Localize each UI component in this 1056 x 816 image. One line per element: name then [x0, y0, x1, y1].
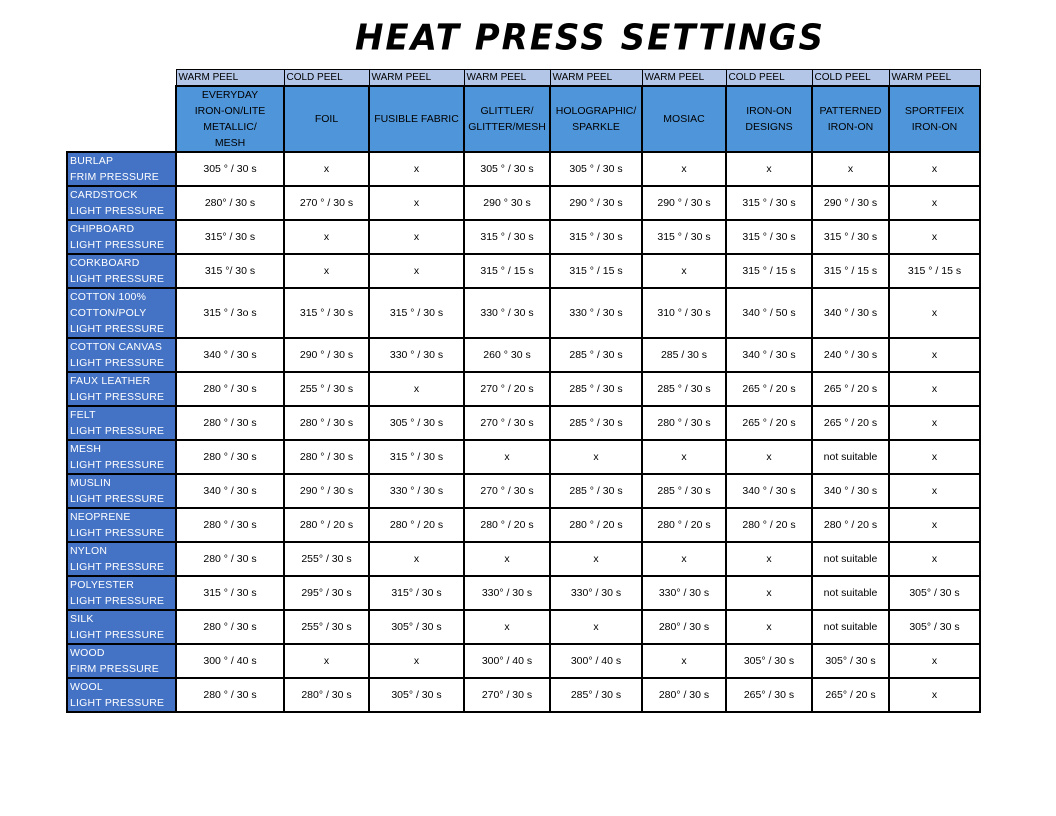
setting-cell: 300 ° / 40 s: [176, 644, 284, 678]
setting-cell: 280 ° / 20 s: [726, 508, 812, 542]
setting-cell: 270 ° / 20 s: [464, 372, 550, 406]
setting-cell: 280 ° / 20 s: [284, 508, 369, 542]
setting-cell: 310 ° / 30 s: [642, 288, 726, 338]
material-label-line: NEOPRENE: [70, 511, 131, 523]
setting-cell: 315° / 30 s: [176, 220, 284, 254]
setting-cell: 285° / 30 s: [550, 678, 642, 712]
material-label: [67, 406, 176, 440]
setting-cell: 330 ° / 30 s: [369, 474, 464, 508]
setting-cell: not suitable: [812, 576, 889, 610]
material-label-line: MUSLIN: [70, 477, 111, 489]
material-label: [67, 254, 176, 288]
table-row: [67, 338, 980, 372]
setting-cell: 315 °/ 30 s: [176, 254, 284, 288]
setting-cell: 305 ° / 30 s: [176, 152, 284, 186]
material-label-line: LIGHT PRESSURE: [70, 357, 165, 369]
setting-cell: 305° / 30 s: [889, 610, 980, 644]
setting-cell: 330 ° / 30 s: [550, 288, 642, 338]
setting-cell: not suitable: [812, 610, 889, 644]
material-label: [67, 576, 176, 610]
table-row: [67, 440, 980, 474]
setting-cell: 315 ° / 30 s: [812, 220, 889, 254]
product-header-line: SPORTFEIX: [904, 105, 965, 117]
product-header: [726, 86, 812, 152]
table-row: [67, 220, 980, 254]
product-header-line: EVERYDAY: [201, 89, 259, 101]
setting-cell: 315 ° / 30 s: [464, 220, 550, 254]
setting-cell: 285 ° / 30 s: [550, 474, 642, 508]
setting-cell: 265 ° / 20 s: [726, 372, 812, 406]
product-header-line: MESH: [214, 137, 246, 149]
setting-cell: x: [889, 542, 980, 576]
product-header-line: GLITTLER/: [480, 105, 534, 117]
setting-cell: x: [889, 440, 980, 474]
peel-type-cell: WARM PEEL: [642, 70, 726, 87]
setting-cell: 300° / 40 s: [464, 644, 550, 678]
setting-cell: x: [726, 610, 812, 644]
setting-cell: x: [889, 186, 980, 220]
setting-cell: 285 ° / 30 s: [550, 372, 642, 406]
setting-cell: 305° / 30 s: [369, 610, 464, 644]
table-row: [67, 186, 980, 220]
product-header: [176, 86, 284, 152]
setting-cell: 305 ° / 30 s: [369, 406, 464, 440]
setting-cell: x: [369, 186, 464, 220]
setting-cell: x: [550, 610, 642, 644]
setting-cell: 330 ° / 30 s: [369, 338, 464, 372]
setting-cell: 315 ° / 15 s: [726, 254, 812, 288]
setting-cell: 255° / 30 s: [284, 610, 369, 644]
setting-cell: x: [642, 440, 726, 474]
peel-type-cell: COLD PEEL: [284, 70, 369, 87]
setting-cell: x: [726, 576, 812, 610]
peel-type-cell: WARM PEEL: [176, 70, 284, 87]
setting-cell: 285 ° / 30 s: [642, 474, 726, 508]
setting-cell: 305 ° / 30 s: [464, 152, 550, 186]
setting-cell: 280° / 30 s: [642, 678, 726, 712]
peel-type-cell: WARM PEEL: [550, 70, 642, 87]
material-label-line: NYLON: [70, 545, 108, 557]
setting-cell: 265° / 30 s: [726, 678, 812, 712]
material-label: [67, 474, 176, 508]
table-row: [67, 406, 980, 440]
material-label-line: BURLAP: [70, 155, 114, 167]
setting-cell: 315 ° / 30 s: [284, 288, 369, 338]
setting-cell: 280° / 30 s: [642, 610, 726, 644]
setting-cell: 280 ° / 20 s: [550, 508, 642, 542]
setting-cell: x: [889, 474, 980, 508]
setting-cell: 280 ° / 20 s: [642, 508, 726, 542]
setting-cell: 315 ° / 30 s: [642, 220, 726, 254]
setting-cell: 340 ° / 30 s: [726, 338, 812, 372]
material-label: [67, 644, 176, 678]
setting-cell: x: [889, 508, 980, 542]
product-row: [67, 86, 980, 152]
setting-cell: 280 ° / 30 s: [176, 542, 284, 576]
setting-cell: x: [889, 372, 980, 406]
material-label-line: LIGHT PRESSURE: [70, 459, 165, 471]
setting-cell: x: [889, 220, 980, 254]
material-label-line: FIRM PRESSURE: [70, 663, 159, 675]
material-label-line: WOOL: [70, 681, 103, 693]
setting-cell: 280 ° / 30 s: [176, 610, 284, 644]
product-header-line: IRON-ON: [911, 121, 958, 133]
product-header-line: FUSIBLE FABRIC: [374, 113, 459, 125]
setting-cell: 285 ° / 30 s: [550, 406, 642, 440]
setting-cell: 270 ° / 30 s: [464, 406, 550, 440]
setting-cell: 315 ° / 30 s: [369, 440, 464, 474]
table-row: [67, 610, 980, 644]
material-label-line: LIGHT PRESSURE: [70, 697, 165, 709]
peel-type-cell: WARM PEEL: [889, 70, 980, 87]
peel-type-row: [67, 70, 980, 87]
table-row: [67, 152, 980, 186]
setting-cell: x: [284, 254, 369, 288]
setting-cell: 280 ° / 20 s: [369, 508, 464, 542]
setting-cell: x: [642, 254, 726, 288]
setting-cell: 290 ° / 30 s: [284, 474, 369, 508]
setting-cell: 300° / 40 s: [550, 644, 642, 678]
setting-cell: 280 ° / 30 s: [176, 678, 284, 712]
setting-cell: 280° / 30 s: [176, 186, 284, 220]
setting-cell: x: [550, 440, 642, 474]
material-label-line: LIGHT PRESSURE: [70, 205, 165, 217]
setting-cell: 315 ° / 30 s: [176, 576, 284, 610]
setting-cell: 280 ° / 30 s: [176, 508, 284, 542]
corner-cell: [67, 86, 176, 152]
material-label-line: POLYESTER: [70, 579, 135, 591]
setting-cell: 315 ° / 3o s: [176, 288, 284, 338]
setting-cell: 340 ° / 30 s: [812, 474, 889, 508]
material-label-line: LIGHT PRESSURE: [70, 273, 165, 285]
setting-cell: x: [464, 610, 550, 644]
setting-cell: x: [889, 338, 980, 372]
material-label-line: LIGHT PRESSURE: [70, 527, 165, 539]
product-header-line: MOSIAC: [663, 113, 705, 125]
setting-cell: 305° / 30 s: [369, 678, 464, 712]
setting-cell: 315 ° / 15 s: [464, 254, 550, 288]
material-label-line: SILK: [70, 613, 94, 625]
setting-cell: x: [464, 542, 550, 576]
material-label-line: CARDSTOCK: [70, 189, 138, 201]
material-label-line: LIGHT PRESSURE: [70, 239, 165, 251]
page-title: HEAT PRESS SETTINGS: [354, 17, 826, 59]
product-header: [284, 86, 369, 152]
material-label: [67, 372, 176, 406]
setting-cell: 270 ° / 30 s: [464, 474, 550, 508]
material-label-line: LIGHT PRESSURE: [70, 595, 165, 607]
setting-cell: 280 ° / 30 s: [284, 406, 369, 440]
setting-cell: 305° / 30 s: [726, 644, 812, 678]
product-header: [642, 86, 726, 152]
setting-cell: not suitable: [812, 440, 889, 474]
peel-type-cell: COLD PEEL: [726, 70, 812, 87]
setting-cell: x: [369, 644, 464, 678]
setting-cell: 285 ° / 30 s: [550, 338, 642, 372]
setting-cell: not suitable: [812, 542, 889, 576]
setting-cell: 255° / 30 s: [284, 542, 369, 576]
setting-cell: 315 ° / 30 s: [726, 220, 812, 254]
peel-type-cell: COLD PEEL: [812, 70, 889, 87]
product-header-line: METALLIC/: [203, 121, 257, 133]
setting-cell: 315° / 30 s: [369, 576, 464, 610]
setting-cell: 280 ° / 30 s: [176, 406, 284, 440]
material-label: [67, 678, 176, 712]
material-label: [67, 542, 176, 576]
setting-cell: x: [369, 220, 464, 254]
setting-cell: 305° / 30 s: [889, 576, 980, 610]
product-header: [464, 86, 550, 152]
setting-cell: x: [284, 644, 369, 678]
material-label-line: COTTON 100%: [70, 291, 147, 303]
product-header: [550, 86, 642, 152]
setting-cell: 280 ° / 30 s: [176, 440, 284, 474]
setting-cell: 295° / 30 s: [284, 576, 369, 610]
setting-cell: 340 ° / 30 s: [812, 288, 889, 338]
setting-cell: x: [369, 372, 464, 406]
material-label-line: LIGHT PRESSURE: [70, 493, 165, 505]
setting-cell: x: [284, 220, 369, 254]
product-header-line: SPARKLE: [572, 121, 620, 133]
setting-cell: 240 ° / 30 s: [812, 338, 889, 372]
setting-cell: x: [889, 288, 980, 338]
setting-cell: 270 ° / 30 s: [284, 186, 369, 220]
setting-cell: 340 ° / 30 s: [176, 338, 284, 372]
material-label: [67, 288, 176, 338]
setting-cell: 330 ° / 30 s: [464, 288, 550, 338]
setting-cell: x: [369, 542, 464, 576]
product-header-line: PATTERNED: [819, 105, 882, 117]
setting-cell: x: [812, 152, 889, 186]
peel-type-cell: WARM PEEL: [464, 70, 550, 87]
material-label-line: LIGHT PRESSURE: [70, 391, 165, 403]
product-header: [369, 86, 464, 152]
heat-press-table: [66, 69, 981, 713]
setting-cell: 340 ° / 50 s: [726, 288, 812, 338]
setting-cell: x: [889, 678, 980, 712]
setting-cell: 340 ° / 30 s: [726, 474, 812, 508]
material-label: [67, 338, 176, 372]
setting-cell: 280° / 30 s: [284, 678, 369, 712]
material-label: [67, 152, 176, 186]
setting-cell: 340 ° / 30 s: [176, 474, 284, 508]
material-label: [67, 220, 176, 254]
setting-cell: x: [642, 542, 726, 576]
setting-cell: 315 ° / 15 s: [812, 254, 889, 288]
product-header-line: DESIGNS: [745, 121, 793, 133]
material-label-line: COTTON CANVAS: [70, 341, 163, 353]
product-header: [889, 86, 980, 152]
material-label: [67, 508, 176, 542]
table-row: [67, 288, 980, 338]
material-label-line: LIGHT PRESSURE: [70, 323, 165, 335]
setting-cell: x: [726, 152, 812, 186]
setting-cell: 280 ° / 20 s: [812, 508, 889, 542]
setting-cell: x: [726, 440, 812, 474]
setting-cell: 285 ° / 30 s: [642, 372, 726, 406]
setting-cell: 265 ° / 20 s: [812, 372, 889, 406]
material-label-line: CHIPBOARD: [70, 223, 135, 235]
table-row: [67, 678, 980, 712]
setting-cell: 290 ° / 30 s: [550, 186, 642, 220]
product-header-line: IRON-ON: [827, 121, 874, 133]
setting-cell: x: [889, 644, 980, 678]
setting-cell: 260 ° 30 s: [464, 338, 550, 372]
material-label-line: WOOD: [70, 647, 105, 659]
setting-cell: 290 ° / 30 s: [284, 338, 369, 372]
product-header-line: IRON-ON/LITE: [194, 105, 266, 117]
setting-cell: 290 ° / 30 s: [812, 186, 889, 220]
peel-type-cell: WARM PEEL: [369, 70, 464, 87]
setting-cell: 255 ° / 30 s: [284, 372, 369, 406]
material-label-line: COTTON/POLY: [70, 307, 147, 319]
material-label-line: LIGHT PRESSURE: [70, 561, 165, 573]
setting-cell: 315 ° / 30 s: [369, 288, 464, 338]
setting-cell: 330° / 30 s: [550, 576, 642, 610]
setting-cell: 265 ° / 20 s: [726, 406, 812, 440]
setting-cell: 265 ° / 20 s: [812, 406, 889, 440]
setting-cell: x: [889, 406, 980, 440]
table-row: [67, 542, 980, 576]
table-row: [67, 644, 980, 678]
table-row: [67, 254, 980, 288]
setting-cell: 280 ° / 30 s: [176, 372, 284, 406]
setting-cell: 315 ° / 30 s: [550, 220, 642, 254]
setting-cell: 330° / 30 s: [464, 576, 550, 610]
setting-cell: 315 ° / 15 s: [550, 254, 642, 288]
setting-cell: x: [369, 152, 464, 186]
product-header: [812, 86, 889, 152]
setting-cell: x: [464, 440, 550, 474]
setting-cell: x: [642, 644, 726, 678]
material-label-line: FELT: [70, 409, 96, 421]
table-row: [67, 372, 980, 406]
product-header-line: GLITTER/MESH: [468, 121, 546, 133]
table-row: [67, 508, 980, 542]
setting-cell: x: [726, 542, 812, 576]
product-header-line: IRON-ON: [746, 105, 792, 117]
setting-cell: x: [642, 152, 726, 186]
setting-cell: x: [889, 152, 980, 186]
material-label-line: MESH: [70, 443, 102, 455]
setting-cell: x: [550, 542, 642, 576]
product-header-line: HOLOGRAPHIC/: [555, 105, 637, 117]
setting-cell: 315 ° / 30 s: [726, 186, 812, 220]
material-label: [67, 610, 176, 644]
setting-cell: x: [369, 254, 464, 288]
material-label-line: FRIM PRESSURE: [70, 171, 159, 183]
setting-cell: 315 ° / 15 s: [889, 254, 980, 288]
material-label: [67, 440, 176, 474]
setting-cell: 285 / 30 s: [642, 338, 726, 372]
setting-cell: 305 ° / 30 s: [550, 152, 642, 186]
product-header-line: FOIL: [314, 113, 339, 125]
table-row: [67, 576, 980, 610]
setting-cell: 305° / 30 s: [812, 644, 889, 678]
corner-cell: [67, 70, 176, 87]
setting-cell: 265° / 20 s: [812, 678, 889, 712]
setting-cell: 280 ° / 30 s: [284, 440, 369, 474]
setting-cell: 330° / 30 s: [642, 576, 726, 610]
setting-cell: 290 ° 30 s: [464, 186, 550, 220]
material-label-line: LIGHT PRESSURE: [70, 425, 165, 437]
setting-cell: 280 ° / 20 s: [464, 508, 550, 542]
material-label-line: CORKBOARD: [70, 257, 140, 269]
setting-cell: x: [284, 152, 369, 186]
material-label: [67, 186, 176, 220]
table-row: [67, 474, 980, 508]
setting-cell: 290 ° / 30 s: [642, 186, 726, 220]
material-label-line: LIGHT PRESSURE: [70, 629, 165, 641]
setting-cell: 280 ° / 30 s: [642, 406, 726, 440]
material-label-line: FAUX LEATHER: [70, 375, 151, 387]
setting-cell: 270° / 30 s: [464, 678, 550, 712]
